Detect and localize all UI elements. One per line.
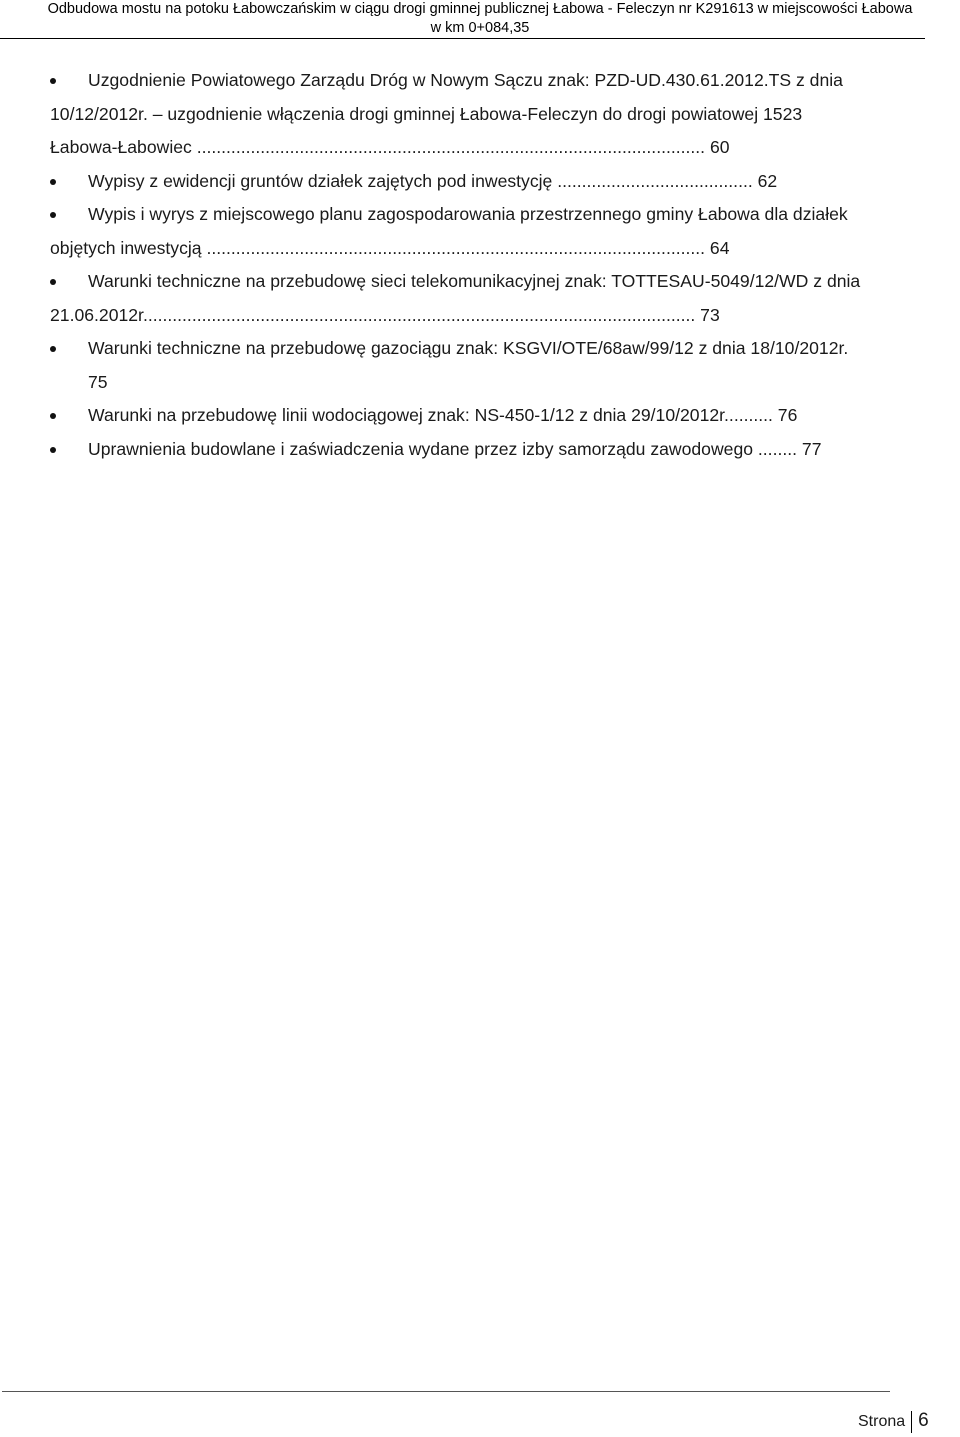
toc-entry-continuation: 75 (88, 371, 108, 392)
page-number-box (858, 1406, 929, 1436)
toc-entry-text: Warunki techniczne na przebudowę sieci telekomunikacyjnej znak: TOTTESAU-5049/12/WD z dnia (88, 271, 861, 291)
toc-entry[interactable] (50, 64, 920, 165)
page-number: 6 (918, 1410, 929, 1431)
toc-entry[interactable] (50, 198, 920, 265)
bullet-icon (50, 212, 56, 218)
page-header (0, 0, 960, 38)
toc-entry[interactable] (50, 399, 920, 433)
header-title: Odbudowa mostu na potoku Łabowczańskim w ciągu drogi gminnej publicznej Łabowa - Feleczyn nr K291613 w miejscowości Łabowa (47, 1, 913, 17)
page-label: Strona (858, 1413, 906, 1430)
page-separator (911, 1411, 912, 1433)
toc-entry-continuation: 10/12/2012r. – uzgodnienie włączenia drogi gminnej Łabowa-Feleczyn do drogi powiatowej 1523 (50, 103, 803, 124)
table-of-contents (50, 64, 920, 466)
toc-entry-text: Warunki na przebudowę linii wodociągowej znak: NS-450-1/12 z dnia 29/10/2012r.......... 76 (88, 405, 798, 425)
toc-entry-text: Wypis i wyrys z miejscowego planu zagospodarowania przestrzennego gminy Łabowa dla działek (88, 204, 848, 224)
toc-entry-text: Uzgodnienie Powiatowego Zarządu Dróg w Nowym Sączu znak: PZD-UD.430.61.2012.TS z dnia (88, 70, 843, 90)
header-divider (0, 38, 925, 39)
toc-entry-text: Warunki techniczne na przebudowę gazociągu znak: KSGVI/OTE/68aw/99/12 z dnia 18/10/2012r. (88, 338, 849, 358)
toc-entry[interactable] (50, 332, 920, 399)
toc-entry-continuation: objętych inwestycją ...................................................................................................... 64 (50, 237, 730, 258)
header-subtitle: w km 0+084,35 (430, 20, 530, 36)
bullet-icon (50, 179, 56, 185)
footer-divider (2, 1391, 890, 1392)
toc-entry-continuation: Łabowa-Łabowiec ........................................................................................................ 60 (50, 137, 730, 157)
toc-entry-text: Wypisy z ewidencji gruntów działek zajętych pod inwestycję ........................................ 62 (88, 170, 778, 191)
bullet-icon (50, 413, 56, 419)
bullet-icon (50, 78, 56, 84)
bullet-icon (50, 279, 56, 285)
toc-entry-text: Uprawnienia budowlane i zaświadczenia wydane przez izby samorządu zawodowego ........ 77 (88, 438, 822, 459)
toc-entry-continuation: 21.06.2012r................................................................................................................. 73 (50, 304, 720, 325)
bullet-icon (50, 447, 56, 453)
bullet-icon (50, 346, 56, 352)
toc-entry[interactable] (50, 433, 920, 467)
toc-entry[interactable] (50, 165, 920, 199)
toc-entry[interactable] (50, 265, 920, 332)
